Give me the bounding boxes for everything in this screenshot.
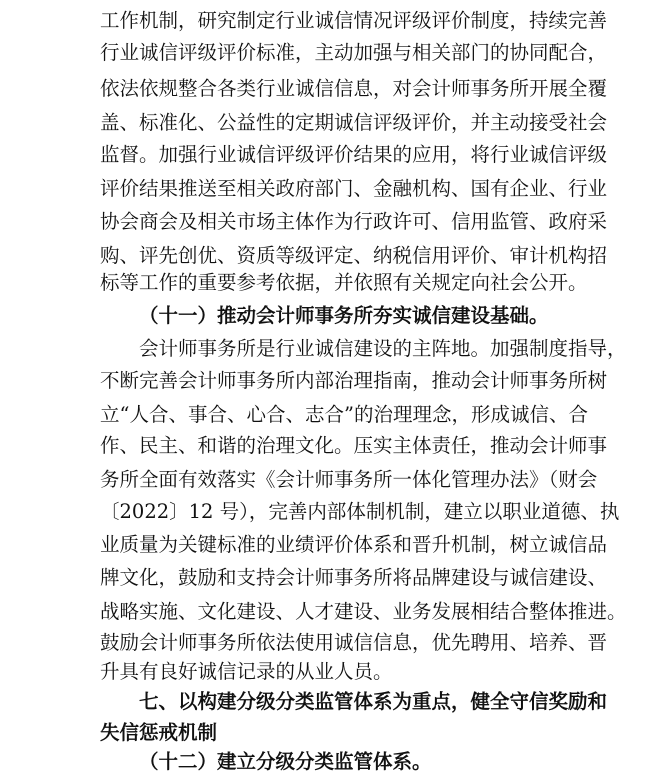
paragraph-line: 业质量为关键标准的业绩评价体系和晋升机制，树立诚信品: [100, 533, 608, 556]
paragraph-line: 评价结果推送至相关政府部门、金融机构、国有企业、行业: [100, 177, 608, 200]
paragraph-line: 依法依规整合各类行业诚信信息，对会计师事务所开展全覆: [100, 77, 608, 100]
paragraph-line: 标等工作的重要参考依据，并依照有关规定向社会公开。: [100, 271, 588, 294]
paragraph-line: 盖、标准化、公益性的定期诚信评级评价，并主动接受社会: [100, 111, 608, 134]
paragraph-line: 立“人合、事合、心合、志合”的治理理念，形成诚信、合: [100, 403, 588, 426]
section-heading-12: （十二）建立分级分类监管体系。: [139, 750, 432, 773]
section-heading-11: （十一）推动会计师事务所夯实诚信建设基础。: [139, 304, 549, 327]
paragraph-line: 鼓励会计师事务所依法使用诚信信息，优先聘用、培养、晋: [100, 631, 608, 654]
paragraph-line: 协会商会及相关市场主体作为行政许可、信用监管、政府采: [100, 210, 608, 233]
paragraph-line: 〔2022〕12 号），完善内部体制机制，建立以职业道德、执: [100, 500, 620, 523]
paragraph-line: 战略实施、文化建设、人才建设、业务发展相结合整体推进。: [100, 600, 627, 623]
paragraph-line: 工作机制，研究制定行业诚信情况评级评价制度，持续完善: [100, 9, 608, 32]
paragraph-line: 购、评先创优、资质等级评定、纳税信用评价、审计机构招: [100, 244, 608, 267]
section-heading-7: 七、以构建分级分类监管体系为重点，健全守信奖励和: [139, 690, 608, 713]
paragraph-line: 不断完善会计师事务所内部治理指南，推动会计师事务所树: [100, 369, 608, 392]
paragraph-line: 作、民主、和谐的治理文化。压实主体责任，推动会计师事: [100, 434, 608, 457]
paragraph-line: 务所全面有效落实《会计师事务所一体化管理办法》（财会: [100, 468, 598, 491]
section-heading-7-cont: 失信惩戒机制: [100, 721, 218, 744]
paragraph-line: 行业诚信评级评价标准，主动加强与相关部门的协同配合，: [100, 41, 608, 64]
paragraph-line: 会计师事务所是行业诚信建设的主阵地。加强制度指导，: [139, 337, 627, 360]
paragraph-line: 监督。加强行业诚信评级评价结果的应用，将行业诚信评级: [100, 143, 608, 166]
paragraph-line: 牌文化，鼓励和支持会计师事务所将品牌建设与诚信建设、: [100, 566, 608, 589]
paragraph-line: 升具有良好诚信记录的从业人员。: [100, 660, 393, 683]
